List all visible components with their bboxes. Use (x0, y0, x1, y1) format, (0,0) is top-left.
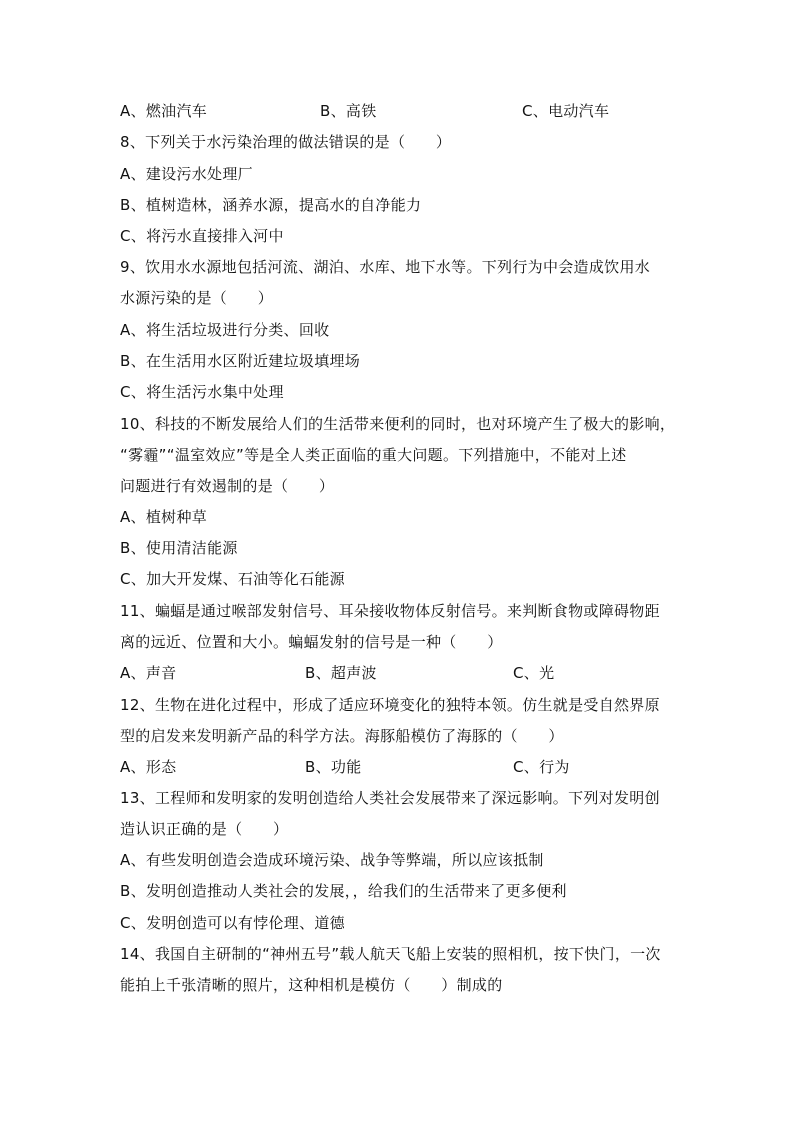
q12-option-a: A、形态 (120, 758, 177, 776)
q8-option-c: C、将污水直接排入河中 (120, 227, 284, 245)
q9-question-line-1: 9、饮用水水源地包括河流、湖泊、水库、地下水等。下列行为中会造成饮用水 (120, 258, 651, 276)
q8-question: 8、下列关于水污染治理的做法错误的是（ ） (120, 133, 452, 151)
q11-option-b: B、超声波 (305, 664, 377, 682)
q13-option-c: C、发明创造可以有悖伦理、道德 (120, 914, 345, 932)
q14-question-line-1: 14、我国自主研制的“神州五号”载人航天飞船上安装的照相机，按下快门，一次 (120, 945, 661, 963)
q8-option-b: B、植树造林，涵养水源，提高水的自净能力 (120, 196, 422, 214)
q7-option-c: C、电动汽车 (522, 102, 610, 120)
q10-question-line-1: 10、科技的不断发展给人们的生活带来便利的同时，也对环境产生了极大的影响， (120, 415, 676, 433)
q13-question-line-1: 13、工程师和发明家的发明创造给人类社会发展带来了深远影响。下列对发明创 (120, 789, 660, 807)
q13-question-line-2: 造认识正确的是（ ） (120, 820, 289, 838)
q10-option-b: B、使用清洁能源 (120, 539, 238, 557)
q12-option-c: C、行为 (513, 758, 570, 776)
q12-option-b: B、功能 (305, 758, 362, 776)
q9-option-c: C、将生活污水集中处理 (120, 383, 284, 401)
q12-question-line-2: 型的启发来发明新产品的科学方法。海豚船模仿了海豚的（ ） (120, 727, 564, 745)
q8-option-a: A、建设污水处理厂 (120, 165, 253, 183)
q11-option-c: C、光 (513, 664, 555, 682)
q7-option-b: B、高铁 (320, 102, 377, 120)
q12-question-line-1: 12、生物在进化过程中，形成了适应环境变化的独特本领。仿生就是受自然界原 (120, 696, 660, 714)
q11-question-line-2: 离的远近、位置和大小。蝙蝠发射的信号是一种（ ） (120, 633, 503, 651)
q10-question-line-2: “雾霾”“温室效应”等是全人类正面临的重大问题。下列措施中，不能对上述 (120, 446, 627, 464)
q13-option-b: B、发明创造推动人类社会的发展，，给我们的生活带来了更多便利 (120, 882, 567, 900)
q14-question-line-2: 能拍上千张清晰的照片，这种相机是模仿（ ）制成的 (120, 976, 503, 994)
q10-option-a: A、植树种草 (120, 508, 208, 526)
q9-option-b: B、在生活用水区附近建垃圾填埋场 (120, 352, 361, 370)
q13-option-a: A、有些发明创造会造成环境污染、战争等弊端，所以应该抵制 (120, 851, 544, 869)
q11-option-a: A、声音 (120, 664, 177, 682)
q9-question-line-2: 水源污染的是（ ） (120, 289, 274, 307)
q10-question-line-3: 问题进行有效遏制的是（ ） (120, 477, 335, 495)
q7-option-a: A、燃油汽车 (120, 102, 208, 120)
q11-question-line-1: 11、蝙蝠是通过喉部发射信号、耳朵接收物体反射信号。来判断食物或障碍物距 (120, 602, 660, 620)
q9-option-a: A、将生活垃圾进行分类、回收 (120, 321, 330, 339)
q10-option-c: C、加大开发煤、石油等化石能源 (120, 570, 345, 588)
